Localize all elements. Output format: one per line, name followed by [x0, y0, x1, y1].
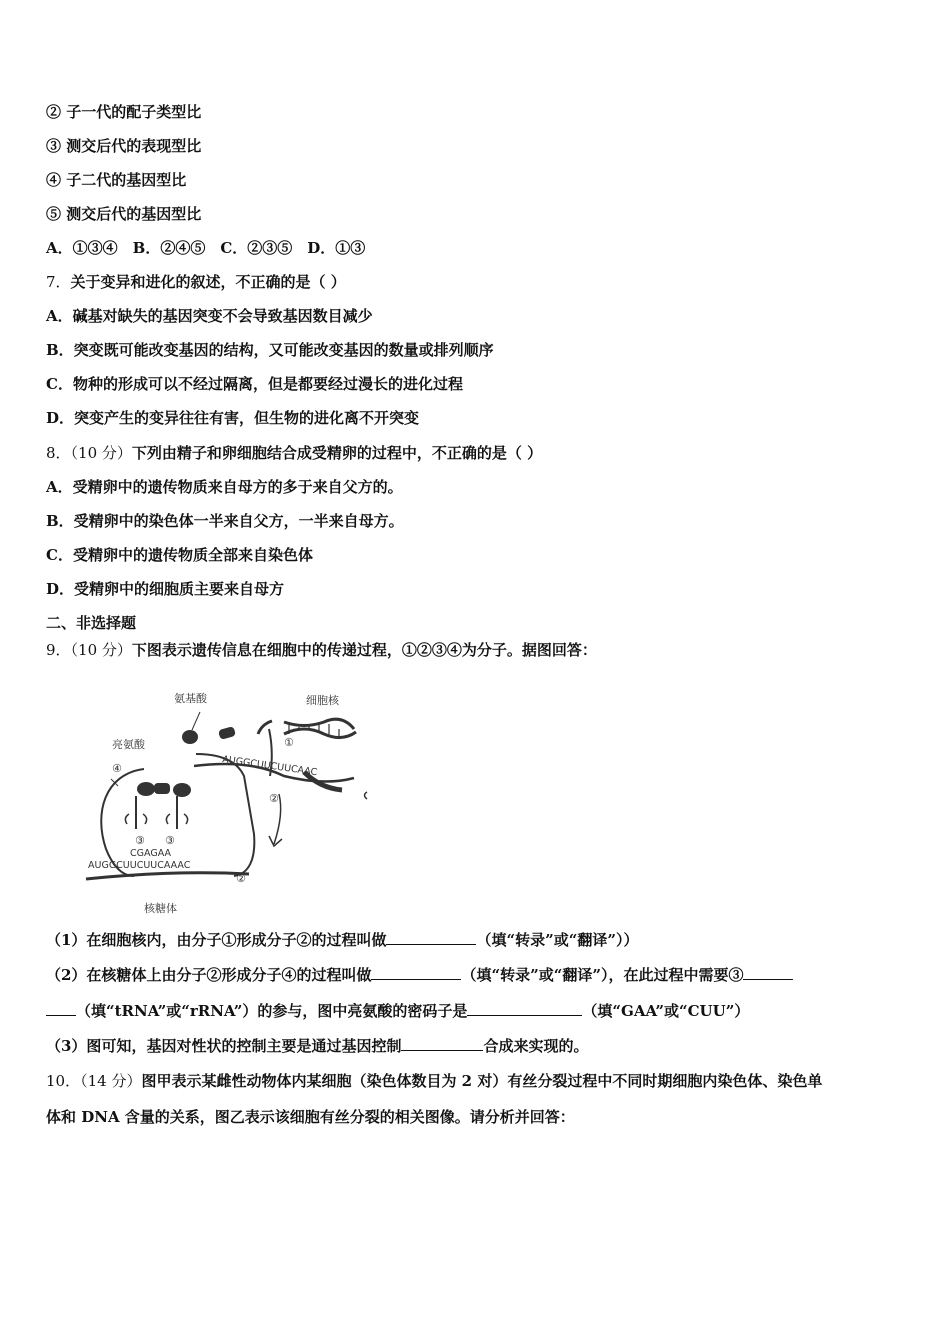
mrna-sequence-top: AUGGCUUCUUCAAC: [221, 754, 318, 779]
q9-sub2-text: （2）在核糖体上由分子②形成分子④的过程叫做: [46, 966, 372, 984]
amino-acid-chain-right: [173, 783, 191, 797]
q10-score: （14 分）: [80, 1072, 142, 1090]
q10-line-2: 体和 DNA 含量的关系，图乙表示该细胞有丝分裂的相关图像。请分析并回答：: [46, 1108, 575, 1126]
dna-strand-b: [284, 729, 356, 738]
q7-option-a: A．碱基对缺失的基因突变不会导致基因数目减少: [46, 307, 373, 325]
q9-sub1: [46, 930, 638, 950]
section-heading: 二、非选择题: [46, 614, 137, 632]
q9-stem: [46, 640, 597, 660]
q6-options: A．①③④ B．②④⑤ C．②③⑤ D．①③: [46, 239, 366, 257]
amino-acid-chain-mid: [154, 783, 170, 794]
label-leucine: 亮氨酸: [112, 738, 145, 751]
q9-sub2-cont-text: （填“tRNA”或“rRNA”）的参与，图中亮氨酸的密码子是: [76, 1002, 468, 1020]
label-molecule-2-bottom: ②: [236, 872, 246, 885]
amino-acid-chain-left: [137, 782, 155, 796]
q10-line-1: [46, 1071, 822, 1091]
answer-blank-1[interactable]: [386, 930, 476, 945]
q7-stem: [46, 272, 346, 292]
q7-stem-text: 关于变异和进化的叙述，不正确的是（ ）: [70, 273, 346, 291]
q8-stem-text: 下列由精子和卵细胞结合成受精卵的过程中，不正确的是（ ）: [131, 444, 543, 462]
q9-sub2-cont: [46, 1001, 749, 1021]
q8-option-c: C．受精卵中的遗传物质全部来自染色体: [46, 546, 313, 564]
q7-option-c: C．物种的形成可以不经过隔离，但是都要经过漫长的进化过程: [46, 375, 463, 393]
q8-option-b: B．受精卵中的染色体一半来自父方，一半来自母方。: [46, 512, 404, 530]
q7-option-b: B．突变既可能改变基因的结构，又可能改变基因的数量或排列顺序: [46, 341, 494, 359]
q8-score: （10 分）: [70, 444, 132, 462]
answer-blank-4[interactable]: [467, 1001, 582, 1016]
mrna-sequence-bottom: AUGGCUUCUUCAAAC: [88, 860, 191, 871]
q9-sub2: [46, 965, 793, 985]
mrna-strand-bottom: [86, 873, 249, 879]
q6-item-5: ⑤ 测交后代的基因型比: [46, 205, 202, 223]
q9-sub2-cont-hint: （填“GAA”或“CUU”）: [582, 1002, 750, 1020]
q9-sub1-text: （1）在细胞核内，由分子①形成分子②的过程叫做: [46, 931, 387, 949]
q6-item-3: ③ 测交后代的表现型比: [46, 137, 202, 155]
q10-text-1: 图甲表示某雌性动物体内某细胞（染色体数目为 2 对）有丝分裂过程中不同时期细胞内染色体、染色单: [141, 1072, 823, 1090]
q9-sub3: [46, 1036, 588, 1056]
q9-sub1-hint: （填“转录”或“翻译”））: [476, 931, 639, 949]
label-amino-leader: [192, 712, 200, 730]
q8-stem: [46, 443, 542, 463]
amino-acid-capsule: [218, 726, 236, 740]
q8-option-d: D．受精卵中的细胞质主要来自母方: [46, 580, 285, 598]
curl-mark: [365, 792, 368, 799]
q9-sub3-text: （3）图可知，基因对性状的控制主要是通过基因控制: [46, 1037, 402, 1055]
q9-sub3-tail: 合成来实现的。: [483, 1037, 589, 1055]
label-ribosome: 核糖体: [144, 902, 177, 914]
answer-blank-3a[interactable]: [743, 965, 793, 980]
amino-acid-ball: [182, 730, 198, 744]
translation-diagram: [84, 684, 384, 914]
q9-stem-text: 下图表示遗传信息在细胞中的传递过程，①②③④为分子。据图回答：: [131, 641, 597, 659]
ribosome-large-subunit-outline: [196, 754, 254, 876]
trna-anticodons: CGAGAA: [130, 848, 171, 859]
q9-score: （10 分）: [70, 641, 132, 659]
label-molecule-1: ①: [284, 736, 294, 749]
label-molecule-4: ④: [112, 762, 122, 775]
q6-item-2: ② 子一代的配子类型比: [46, 103, 202, 121]
label-nucleus: 细胞核: [306, 694, 339, 707]
q7-number: 7．: [46, 273, 71, 291]
q6-item-4: ④ 子二代的基因型比: [46, 171, 187, 189]
q9-sub2-hint: （填“转录”或“翻译”），在此过程中需要③: [461, 966, 744, 984]
q8-number: 8．: [46, 444, 71, 462]
label-amino-acid: 氨基酸: [174, 692, 207, 705]
q8-option-a: A．受精卵中的遗传物质来自母方的多于来自父方的。: [46, 478, 403, 496]
label-molecule-3-left: ③: [135, 834, 145, 847]
q7-option-d: D．突变产生的变异往往有害，但生物的进化离不开突变: [46, 409, 420, 427]
answer-blank-3b[interactable]: [46, 1001, 76, 1016]
label-molecule-3-right: ③: [165, 834, 175, 847]
label-molecule-2-top: ②: [269, 792, 279, 805]
answer-blank-2[interactable]: [371, 965, 461, 980]
q9-number: 9．: [46, 641, 71, 659]
q10-number: 10．: [46, 1072, 81, 1090]
answer-blank-5[interactable]: [401, 1036, 483, 1051]
